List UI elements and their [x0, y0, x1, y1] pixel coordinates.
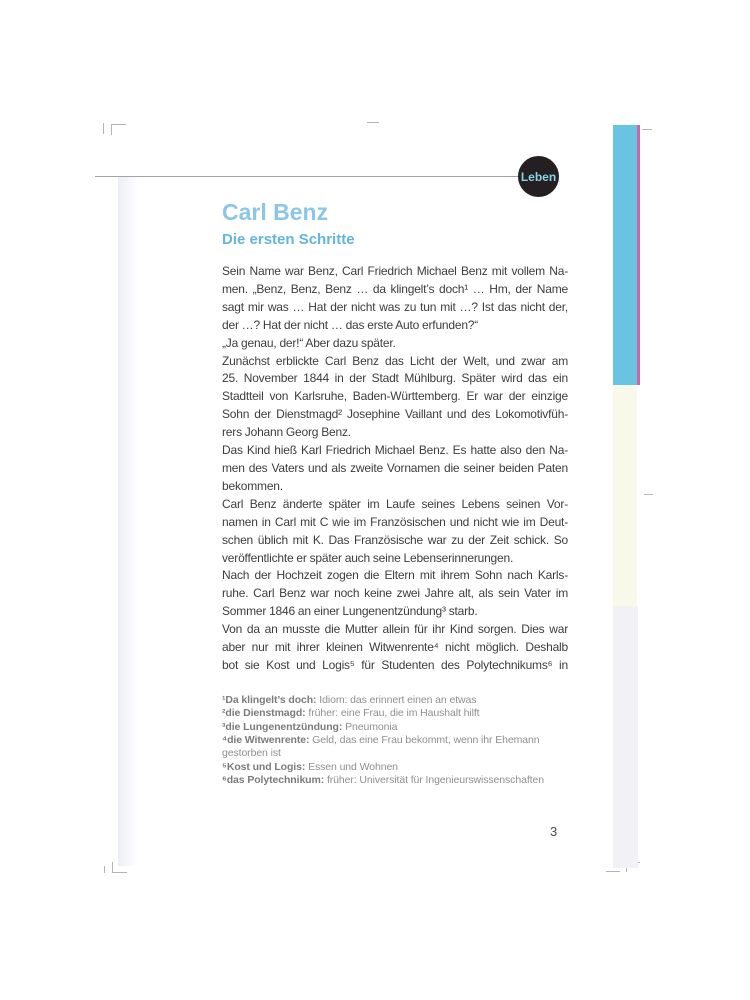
section-tab-cream — [613, 385, 637, 606]
crop-mark-bottom-right-dash — [606, 871, 620, 872]
text-line: „Ja genau, der!“ Aber dazu später. — [222, 335, 396, 350]
body-text — [222, 263, 568, 675]
text-line: der …? Hat der nicht … das erste Auto erfunden?“ — [222, 317, 479, 332]
text-line: bekommen. — [222, 478, 283, 493]
footnote-list — [222, 694, 568, 788]
crop-mark-right-middle-dash — [644, 494, 653, 495]
footnote: ³die Lungenentzündung: Pneumonia — [222, 720, 398, 733]
crop-mark-top-left-tick — [103, 123, 104, 134]
text-line: Sein Name war Benz, Carl Friedrich Michael Benz mit vollem Na- — [222, 264, 568, 278]
text-line: Carl Benz änderte später im Laufe seines Lebens seinen Vor- — [222, 496, 568, 511]
page-number: 3 — [550, 824, 558, 839]
text-column — [222, 200, 568, 788]
section-badge — [518, 156, 559, 197]
section-tab-cyan — [613, 125, 637, 385]
header-rule — [95, 176, 519, 177]
footnote-term: ²die Dienstmagd: — [222, 707, 306, 720]
text-line: Von da an musste die Mutter allein für ihr Kind sorgen. Dies war — [222, 622, 568, 637]
footnote-term: ⁴die Witwenrente: — [222, 734, 310, 747]
crop-mark-bottom-left-tick — [104, 866, 105, 873]
text-line: Sommer 1846 an einer Lungenentzündung³ starb. — [222, 604, 478, 619]
text-line: men. „Benz, Benz, Benz … da klingelt’s doch¹ … Hm, der Name — [222, 281, 568, 296]
section-tab-pink-stripe — [637, 125, 640, 385]
footnote: ⁶das Polytechnikum: früher: Universität für Ingenieurswissenschaften — [222, 774, 544, 787]
section-badge-label: Leben — [520, 169, 557, 184]
page-title: Carl Benz — [222, 199, 329, 225]
text-line: schen üblich mit K. Das Französische war zu der Zeit schick. So — [222, 532, 568, 547]
text-line: veröffentlichte er später auch seine Lebenserinnerungen. — [222, 550, 514, 565]
text-line: Stadtteil von Karlsruhe, Baden-Württemberg. Er war der einzige — [222, 389, 568, 404]
text-line: Das Kind hieß Karl Friedrich Michael Benz. Es hatte also den Na- — [222, 443, 568, 458]
footnote: ⁴die Witwenrente: Geld, das eine Frau bekommt, wenn ihr Ehemann gestorben ist — [222, 734, 540, 760]
text-line: sagt mir was … Hat der nicht was zu tun mit …? Ist das nicht der, — [222, 299, 568, 314]
page-edge-gray — [613, 606, 638, 868]
footnote-term: ¹Da klingelt’s doch: — [222, 693, 317, 706]
footnote: ¹Da klingelt’s doch: Idiom: das erinnert einen an etwas — [222, 693, 477, 706]
text-line: namen in Carl mit C wie im Französischen und nicht wie im Deut- — [222, 514, 568, 529]
text-line: ruhe. Carl Benz war noch keine zwei Jahre alt, als sein Vater im — [222, 586, 568, 601]
footnote: ²die Dienstmagd: früher: eine Frau, die im Haushalt hilft — [222, 707, 480, 720]
crop-mark-top-left-corner — [111, 124, 126, 135]
footnote-term: ⁶das Polytechnikum: — [222, 774, 325, 787]
footnote-term: ³die Lungenentzündung: — [222, 720, 343, 733]
text-line: aber nur mit ihrer kleinen Witwenrente⁴ nicht möglich. Deshalb — [222, 640, 568, 655]
text-line: 25. November 1844 in der Stadt Mühlburg. Später wird das ein — [222, 371, 568, 386]
page-subtitle: Die ersten Schritte — [222, 231, 355, 248]
text-line: Zunächst erblickte Carl Benz das Licht der Welt, und zwar am — [222, 353, 568, 368]
text-line: bot sie Kost und Logis⁵ für Studenten des Polytechnikums⁶ in — [222, 657, 568, 672]
footnote-term: ⁵Kost und Logis: — [222, 760, 306, 773]
text-line: Nach der Hochzeit zogen die Eltern mit ihrem Sohn nach Karls- — [222, 568, 568, 583]
crop-mark-top-right-dash — [642, 129, 652, 130]
text-line: Sohn der Dienstmagd² Josephine Vaillant und des Lokomotivfüh- — [222, 407, 568, 422]
text-line: men des Vaters und als zweite Vornamen die seiner beiden Paten — [222, 460, 568, 475]
footnote: ⁵Kost und Logis: Essen und Wohnen — [222, 760, 398, 773]
page-binding-shadow — [118, 177, 138, 866]
crop-mark-top-center-dash — [367, 122, 379, 123]
text-line: rers Johann Georg Benz. — [222, 425, 351, 440]
